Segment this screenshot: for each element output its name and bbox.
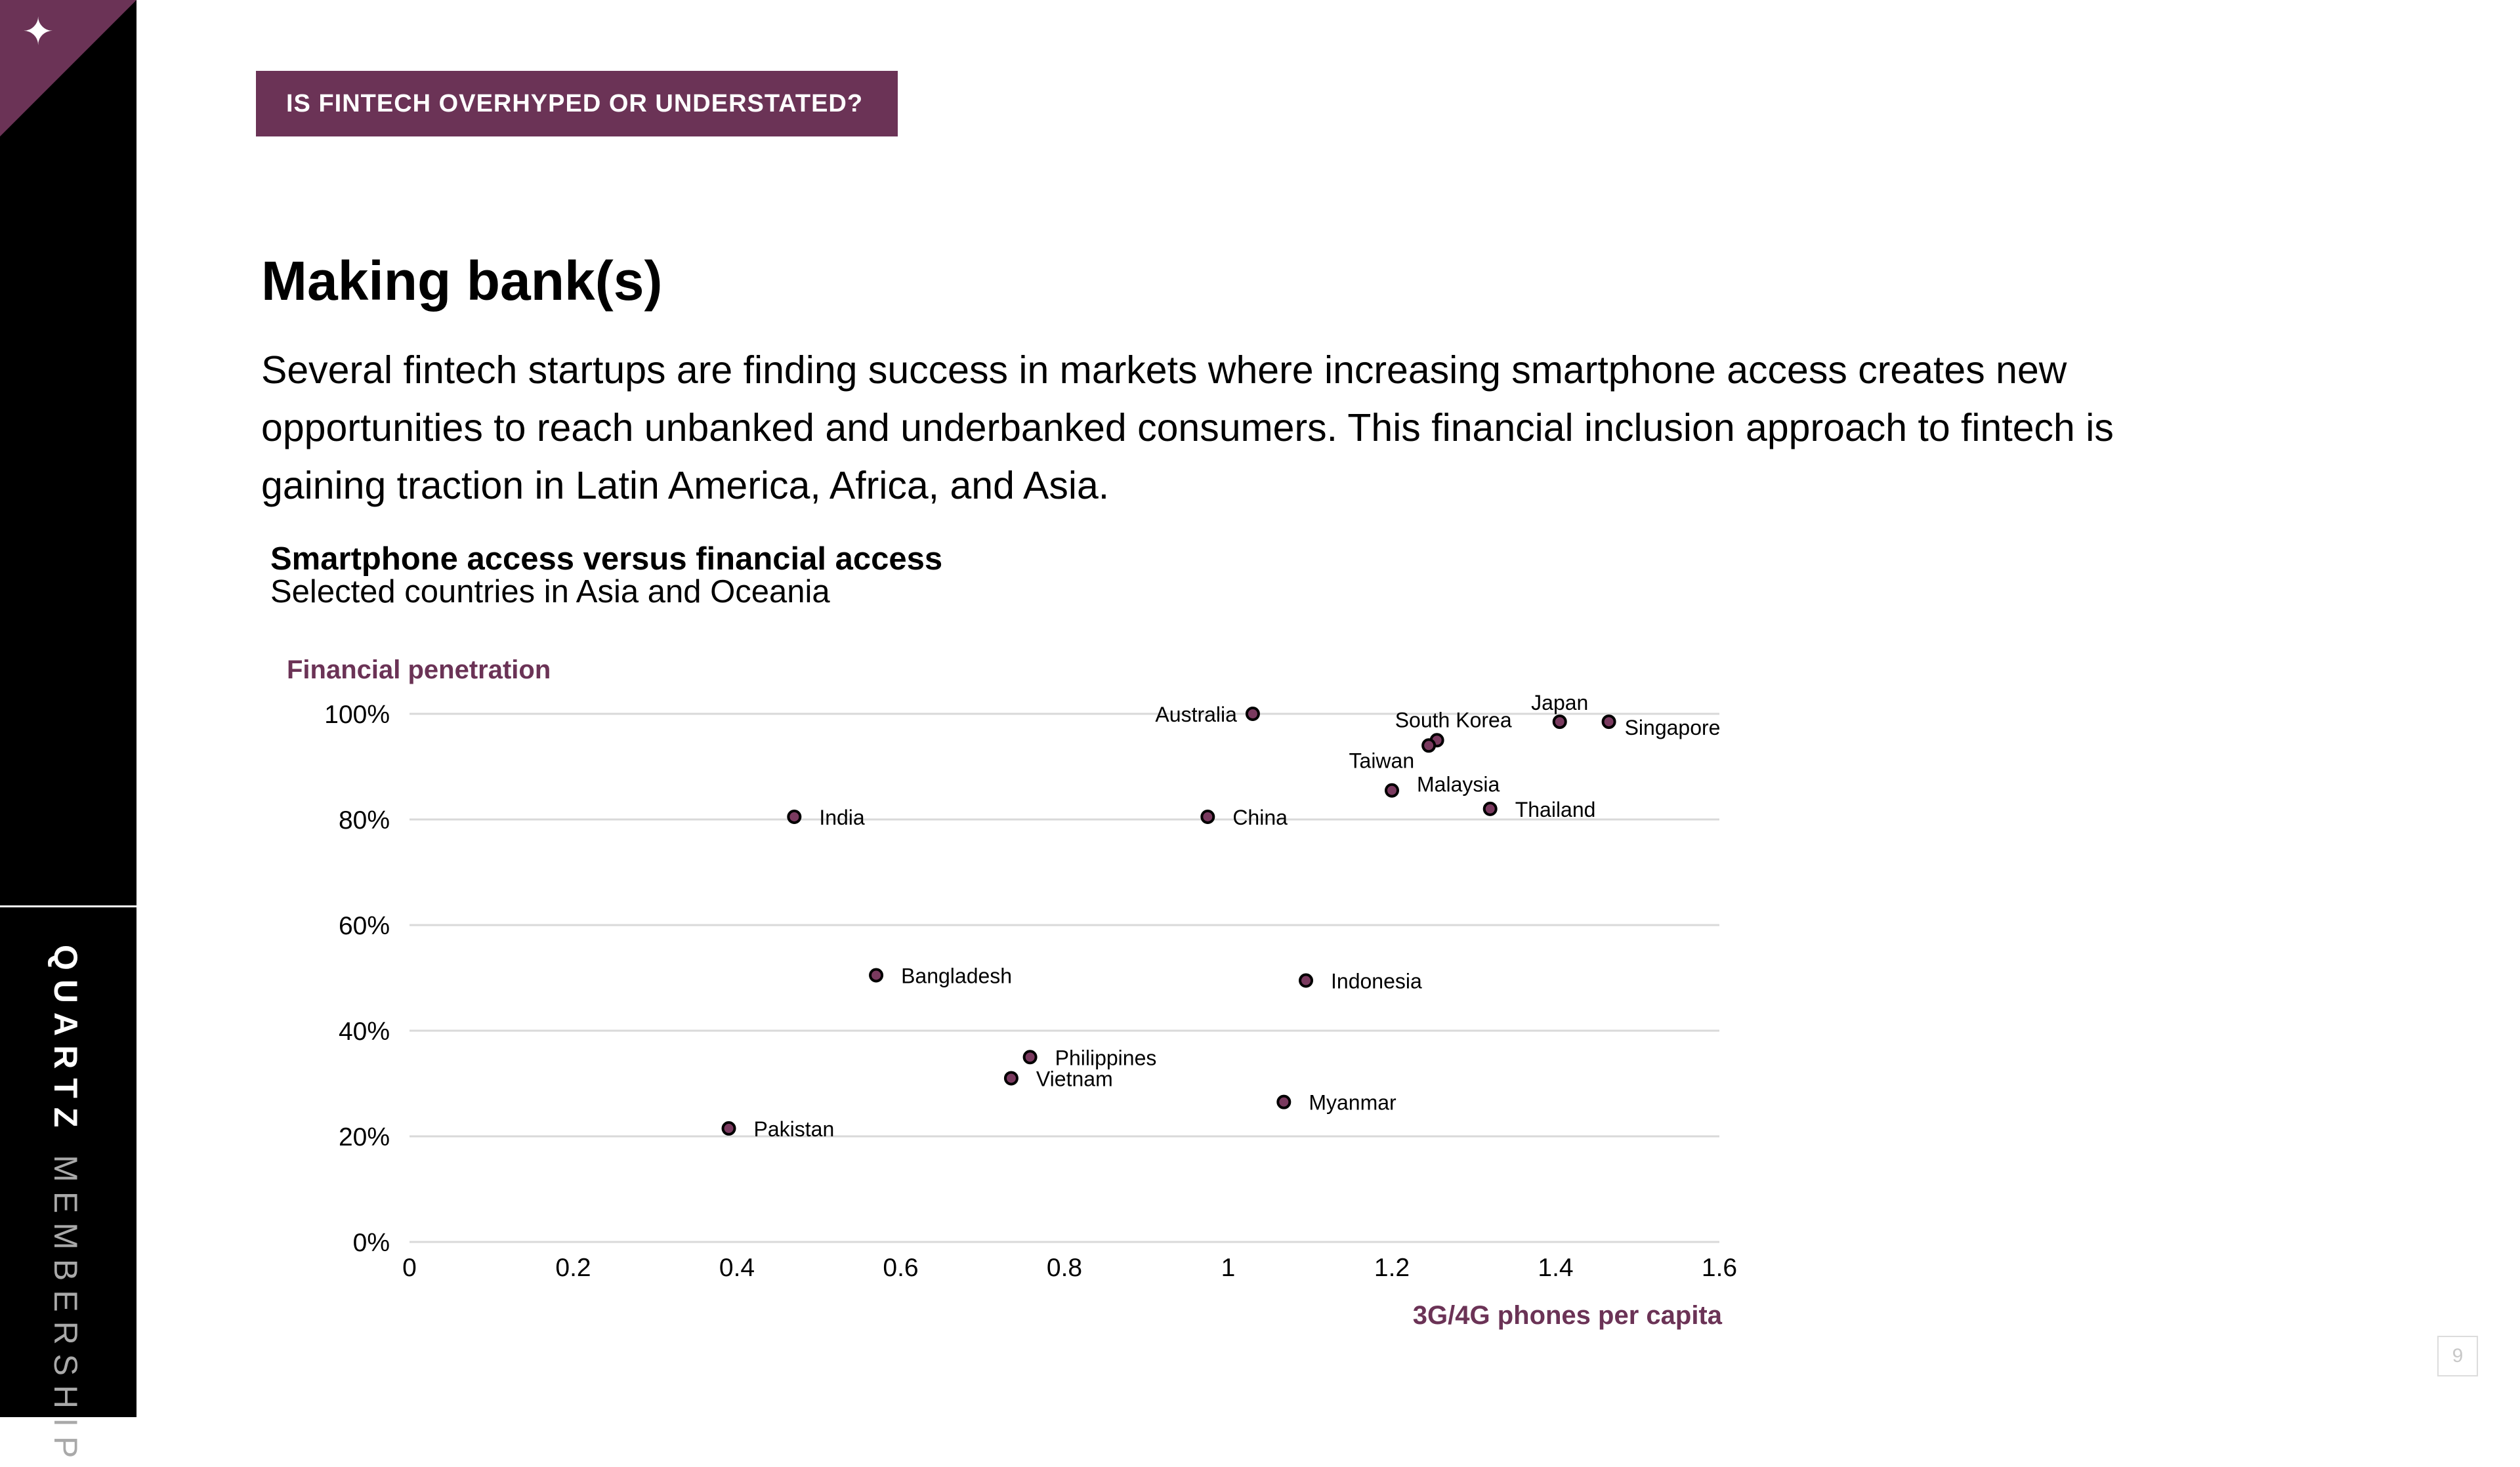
point-label: Taiwan — [1349, 749, 1415, 773]
y-tick-label: 20% — [338, 1123, 390, 1151]
point-label: Bangladesh — [901, 964, 1013, 988]
x-tick-label: 0.6 — [883, 1254, 919, 1282]
data-points — [723, 691, 1721, 1141]
point-label: Indonesia — [1331, 969, 1422, 993]
x-tick-label: 0 — [402, 1254, 417, 1282]
y-axis-label: Financial penetration — [287, 655, 551, 684]
section-tag: IS FINTECH OVERHYPED OR UNDERSTATED? — [256, 71, 898, 136]
x-tick-label: 1.4 — [1538, 1254, 1574, 1282]
y-tick-label: 100% — [324, 701, 390, 729]
point-label: South Korea — [1395, 708, 1512, 732]
point-label: Malaysia — [1417, 772, 1500, 796]
brand-primary: QUARTZ — [47, 945, 84, 1137]
point-label: India — [819, 805, 865, 829]
point-australia — [1247, 708, 1259, 720]
point-label: China — [1232, 805, 1288, 829]
x-tick-label: 0.2 — [555, 1254, 591, 1282]
point-label: Myanmar — [1309, 1090, 1396, 1115]
y-tick-label: 40% — [338, 1018, 390, 1046]
point-taiwan — [1423, 739, 1435, 751]
point-china — [1202, 811, 1213, 823]
point-label: Australia — [1155, 703, 1237, 726]
point-label: Pakistan — [753, 1117, 835, 1141]
y-tick-label: 80% — [338, 806, 390, 835]
x-tick-label: 0.8 — [1046, 1254, 1083, 1282]
body-paragraph: Several fintech startups are finding success in markets where increasing smartphone access creates new opportunities to reach unbanked and underbanked consumers. This financial inclusion approach to fintech is gaining traction in Latin America, Africa, and Asia. — [261, 348, 2114, 507]
sparkle-icon: ✦ — [22, 9, 54, 54]
point-indonesia — [1300, 975, 1312, 987]
point-thailand — [1484, 803, 1496, 815]
point-label: Vietnam — [1036, 1067, 1113, 1091]
x-axis-label: 3G/4G phones per capita — [1412, 1301, 1722, 1330]
point-myanmar — [1278, 1096, 1290, 1108]
point-bangladesh — [870, 969, 882, 981]
gridlines — [410, 714, 1719, 1242]
point-label: Thailand — [1515, 797, 1596, 821]
point-japan — [1554, 716, 1566, 728]
page-number: 9 — [2437, 1336, 2478, 1376]
point-pakistan — [723, 1123, 735, 1134]
chart-title: Smartphone access versus financial access — [270, 541, 943, 577]
point-vietnam — [1005, 1072, 1017, 1084]
x-tick-label: 1.2 — [1374, 1254, 1410, 1282]
brand-secondary: MEMBERSHIP — [47, 1155, 84, 1467]
chart-subtitle: Selected countries in Asia and Oceania — [270, 574, 830, 610]
point-india — [788, 811, 800, 823]
point-label: Philippines — [1055, 1046, 1157, 1070]
point-label: Singapore — [1624, 716, 1721, 740]
x-tick-label: 0.4 — [719, 1254, 755, 1282]
x-tick-label: 1 — [1221, 1254, 1236, 1282]
axis-ticks — [324, 701, 1737, 1282]
point-singapore — [1603, 716, 1615, 728]
point-philippines — [1024, 1051, 1036, 1063]
x-tick-label: 1.6 — [1701, 1254, 1738, 1282]
point-label: Japan — [1531, 691, 1589, 715]
y-tick-label: 60% — [338, 912, 390, 940]
page-title: Making bank(s) — [261, 250, 663, 312]
y-tick-label: 0% — [352, 1229, 390, 1257]
point-malaysia — [1386, 785, 1398, 796]
